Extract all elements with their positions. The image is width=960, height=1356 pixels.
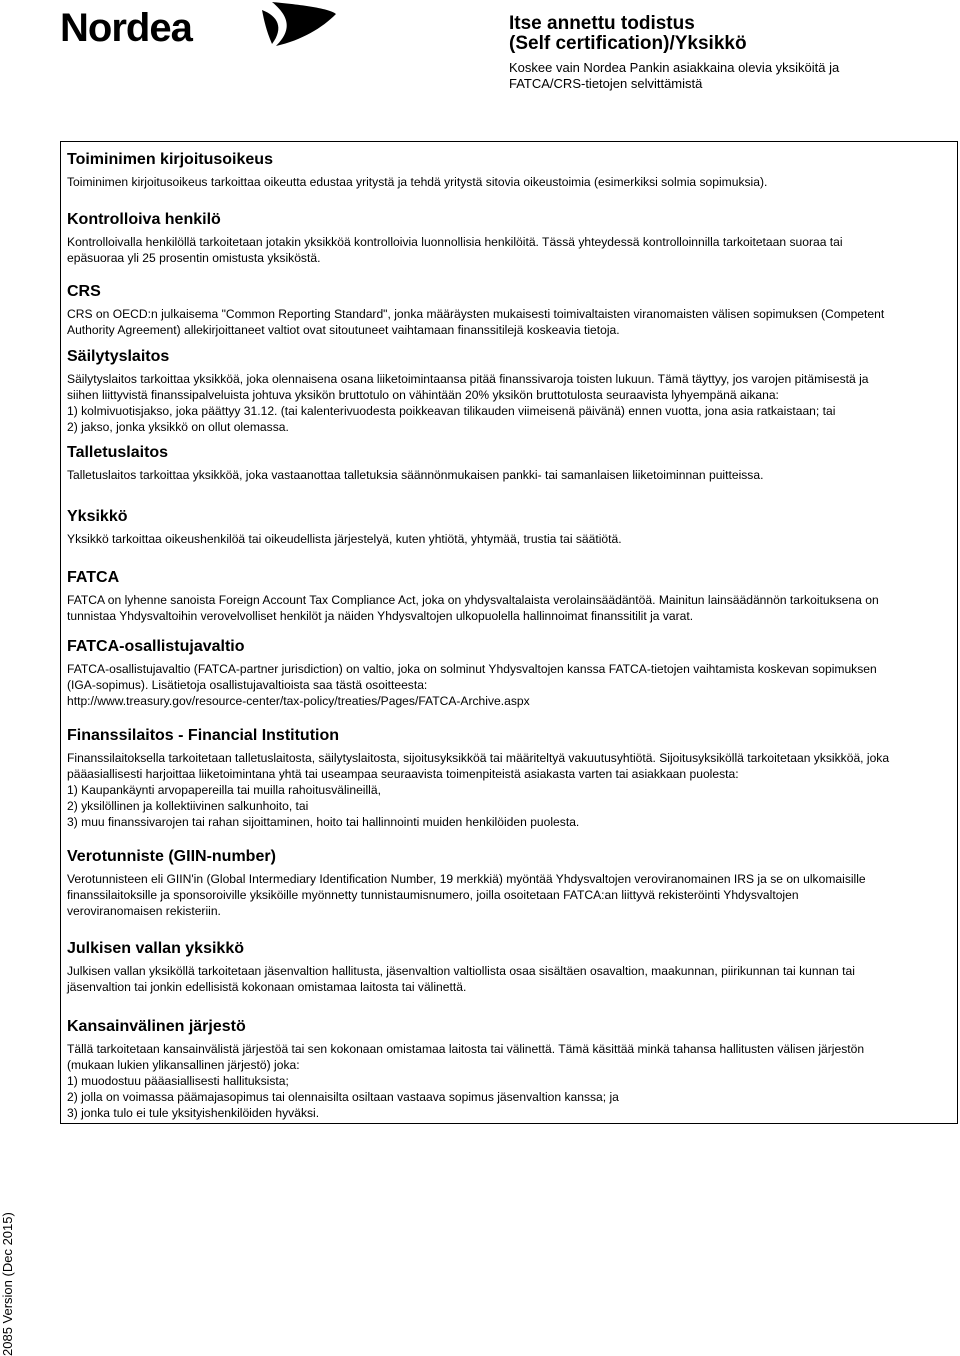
section-talletuslaitos xyxy=(67,443,957,483)
subtitle-line2: FATCA/CRS-tietojen selvittämistä xyxy=(509,76,703,91)
section-julkisen-vallan-yksikko xyxy=(67,939,957,995)
section-body: CRS on OECD:n julkaisema "Common Reporting Standard", jonka määräysten mukaisesti toimivaltaisten viranomaisten välisen sopimuksen (Competent Authority Agreement) allekirjoittaneet valtiot ovat sitoutuneet vaihtamaan finanssitilejä koskeavia tietoja. xyxy=(67,307,885,337)
section-heading: Säilytyslaitos xyxy=(67,348,170,365)
section-heading: Verotunniste (GIIN-number) xyxy=(67,848,276,865)
section-heading: FATCA-osallistujavaltio xyxy=(67,638,245,655)
sail-icon xyxy=(232,0,340,46)
document-title-line2: (Self certification)/Yksikkö xyxy=(509,33,747,54)
section-heading: FATCA xyxy=(67,569,120,586)
section-kontrolloiva-henkilo xyxy=(67,210,957,266)
section-body: FATCA-osallistujavaltio (FATCA-partner jurisdiction) on valtio, joka on solminut Yhdysvaltojen kanssa FATCA-tietojen vaihtamista koskevan sopimuksen (IGA-sopimus). Lisätietoja osallistujavaltioista saa tästä osoitteesta: http://www.treasury.gov/resource-center/tax-policy/treaties/Pages/FATCA-Archive.aspx xyxy=(67,662,877,708)
section-heading: Yksikkö xyxy=(67,508,128,525)
section-body: Toiminimen kirjoitusoikeus tarkoittaa oikeutta edustaa yritystä ja tehdä yritystä sitovia oikeustoimia (esimerkiksi solmia sopimuksia). xyxy=(67,175,768,189)
section-kansainvalinen-jarjesto xyxy=(67,1017,957,1121)
section-sailytyslaitos xyxy=(67,347,957,435)
section-fatca-osallistujavaltio xyxy=(67,637,957,709)
section-crs xyxy=(67,282,957,338)
section-toiminimen-kirjoitusoikeus xyxy=(67,150,957,190)
section-body: Tällä tarkoitetaan kansainvälistä järjestöä tai sen kokonaan omistamaa laitosta tai välinettä. Tämä käsittää minkä tahansa hallitusten välisen järjestön (mukaan lukien ylikansallinen järjestö) joka: 1) muodostuu pääasiallisesti hallituksista; 2) jolla on voimassa päämajasopimus tai olennaisilta osiltaan vastaava sopimus jäsenvaltion kanssa; ja 3) jonka tulo ei tule yksityishenkilöiden hyväksi. xyxy=(67,1042,865,1120)
section-body: Finanssilaitoksella tarkoitetaan talletuslaitosta, säilytyslaitosta, sijoitusyksikköä tai määriteltyä vakuutusyhtiötä. Sijoitusyksiköllä tarkoitetaan yksikköä, joka pääasiallisesti harjoittaa liiketoimintana yhtä tai useampaa seuraavista toimenpiteistä asiakasta varten tai asiakkaan puolesta: 1) Kaupankäynti arvopapereilla tai muilla rahoitusvälineillä, 2) yksilöllinen ja kollektiivinen salkunhoito, tai 3) muu finanssivarojen tai rahan sijoittaminen, hoito tai hallinnointi muiden henkilöiden puolesta. xyxy=(67,751,890,829)
section-yksikko xyxy=(67,507,957,547)
section-heading: Kansainvälinen järjestö xyxy=(67,1018,246,1035)
section-body: Yksikkö tarkoittaa oikeushenkilöä tai oikeudellista järjestelyä, kuten yhtiötä, yhtymää, trustia tai säätiötä. xyxy=(67,532,622,546)
document-header xyxy=(509,14,929,92)
document-subtitle xyxy=(509,60,929,92)
section-body: Julkisen vallan yksiköllä tarkoitetaan jäsenvaltion hallitusta, jäsenvaltion valtiollista osaa sisältäen osavaltion, maakunnan, piirikunnan tai kunnan tai jäsenvaltion tai jonkin edellisistä kokonaan omistamaa laitosta tai välinettä. xyxy=(67,964,855,994)
nordea-logo xyxy=(60,0,280,50)
section-heading: Toiminimen kirjoitusoikeus xyxy=(67,151,273,168)
section-body: Säilytyslaitos tarkoittaa yksikköä, joka olennaisena osana liiketoimintaansa pitää finanssivaroja toisten lukuun. Tämä täyttyy, jos varojen pitämisestä ja siihen liittyvistä finanssipalveluista johtuva yksikön bruttotulo on vähintään 20% yksikön bruttotulosta seuraavista lyhyempänä aikana: 1) kolmivuotisjakso, joka päättyy 31.12. (tai kalenterivuodesta poikkeavan tilikauden viimeisenä päivänä) ennen vuotta, jona asia ratkaistaan; tai 2) jakso, jonka yksikkö on ollut olemassa. xyxy=(67,372,869,434)
section-heading: CRS xyxy=(67,283,101,300)
section-body: Verotunnisteen eli GIIN'in (Global Intermediary Identification Number, 19 merkkiä) myöntää Yhdysvaltojen veroviranomainen IRS ja se on ulkomaisille finanssilaitoksille ja sponsoroiville yksiköille myönnetty tunnistaumisnumero, joilla osoitetaan FATCA:an liittyvä rekisteröinti Yhdysvaltojen veroviranomaisen rekisteriin. xyxy=(67,872,866,918)
section-body: Talletuslaitos tarkoittaa yksikköä, joka vastaanottaa talletuksia säännönmukaisen pankki- tai samanlaisen liiketoiminnan puitteissa. xyxy=(67,468,764,482)
logo-wordmark: Nordea xyxy=(60,6,192,50)
section-fatca xyxy=(67,568,957,624)
section-body: Kontrolloivalla henkilöllä tarkoitetaan jotakin yksikköä kontrolloivia luonnollisia henkilöitä. Tässä yhteydessä kontrolloinnilla tarkoitetaan suoraa tai epäsuoraa yli 25 prosentin omistusta yksiköstä. xyxy=(67,235,843,265)
version-label: 2085 Version (Dec 2015) xyxy=(0,1212,15,1356)
section-body: FATCA on lyhenne sanoista Foreign Account Tax Compliance Act, joka on yhdysvaltalaista verolainsäädäntöä. Mainitun lainsäädännön tarkoituksena on tunnistaa Yhdysvaltoihin verovelvolliset henkilöt ja näiden Yhdysvaltojen ulkopuolella hallinnoimat finanssitilit ja varat. xyxy=(67,593,879,623)
section-heading: Finanssilaitos - Financial Institution xyxy=(67,727,340,744)
section-heading: Talletuslaitos xyxy=(67,444,169,461)
section-heading: Kontrolloiva henkilö xyxy=(67,211,221,228)
subtitle-line1: Koskee vain Nordea Pankin asiakkaina olevia yksiköitä ja xyxy=(509,60,840,75)
section-finanssilaitos xyxy=(67,726,957,830)
section-heading: Julkisen vallan yksikkö xyxy=(67,940,244,957)
document-title-line1: Itse annettu todistus xyxy=(509,13,695,34)
section-verotunniste xyxy=(67,847,957,919)
